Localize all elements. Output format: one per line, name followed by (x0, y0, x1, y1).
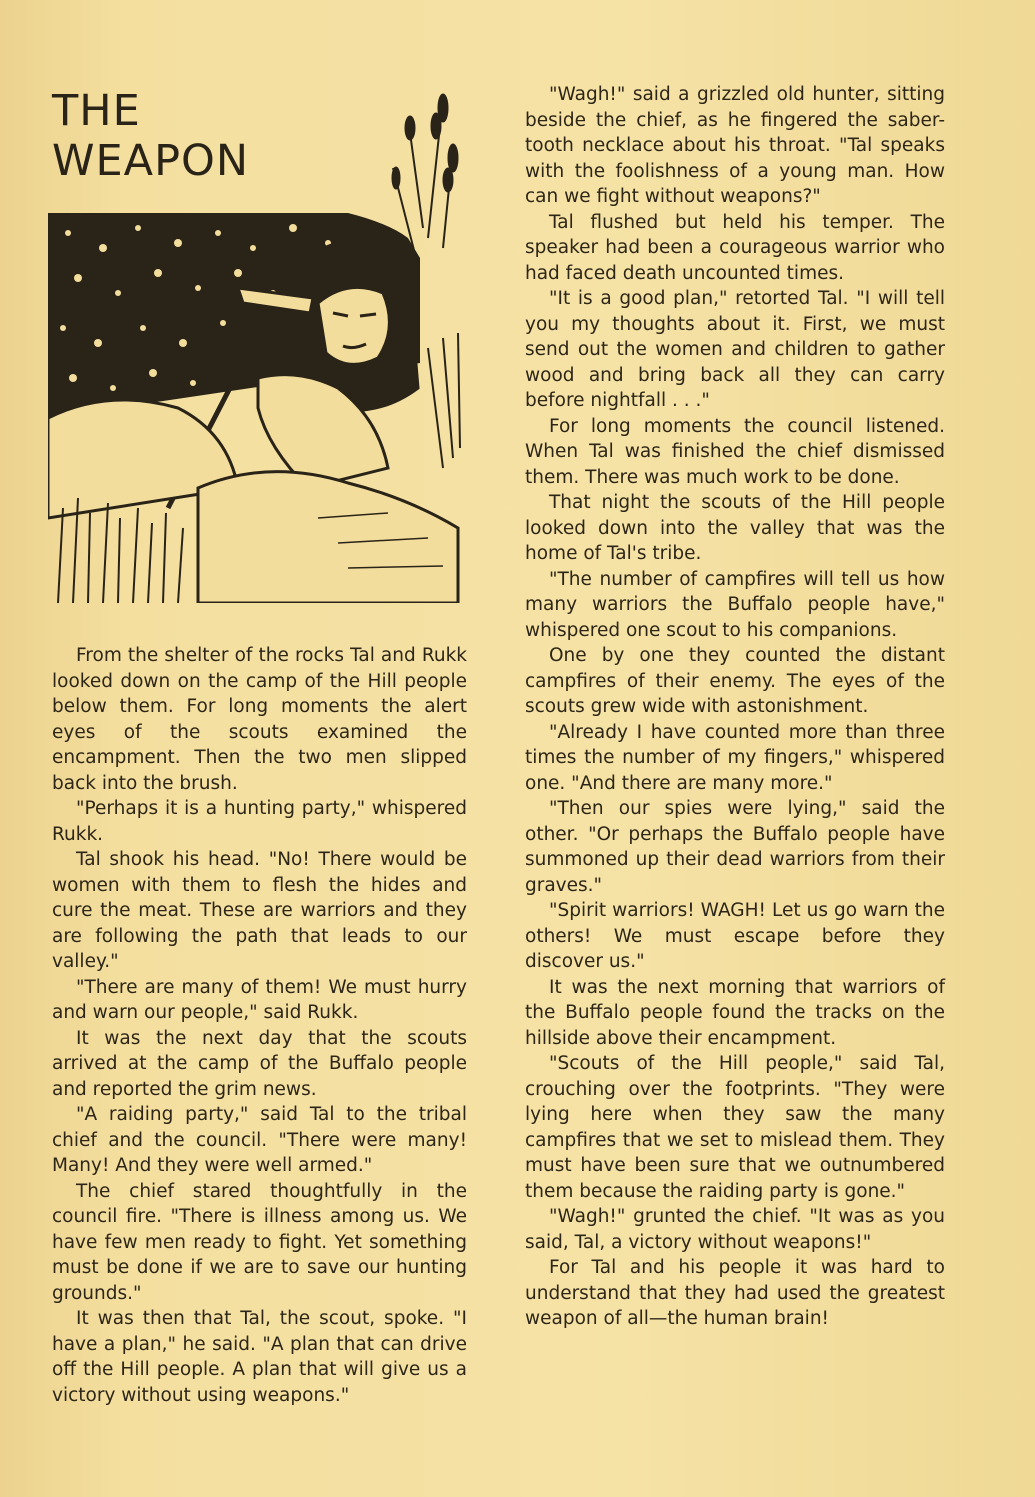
paragraph: "Already I have counted more than three times the number of my fingers," whispered one. "And there are many more." (525, 721, 945, 794)
paragraph: One by one they counted the distant campfires of their enemy. The eyes of the scouts grew wide with astonishment. (525, 645, 945, 717)
paragraph: Tal flushed but held his temper. The speaker had been a courageous warrior who had faced death uncounted times. (525, 211, 945, 284)
paragraph: It was the next day that the scouts arrived at the camp of the Buffalo people and reported the grim news. (52, 1027, 467, 1100)
paragraph: It was the next morning that warriors of the Buffalo people found the tracks on the hillside above their encampment. (525, 976, 945, 1049)
paragraph: From the shelter of the rocks Tal and Rukk looked down on the camp of the Hill people below them. For long moments the alert eyes of the scouts examined the encampment. Then the two men slipped back into the brush. (52, 645, 467, 794)
paragraph: "There are many of them! We must hurry and warn our people," said Rukk. (52, 976, 467, 1023)
story-illustration (48, 88, 468, 603)
paragraph: "Spirit warriors! WAGH! Let us go warn the others! We must escape before they discover us." (525, 900, 945, 972)
paragraph: "A raiding party," said Tal to the tribal chief and the council. "There were many! Many! And they were well armed." (52, 1104, 467, 1176)
paragraph: For long moments the council listened. When Tal was finished the chief dismissed them. There was much work to be done. (525, 415, 945, 488)
paragraph: Tal shook his head. "No! There would be women with them to flesh the hides and cure the meat. These are warriors and they are following the path that leads to our valley." (52, 849, 467, 972)
paragraph: "Scouts of the Hill people," said Tal, crouching over the footprints. "They were lying here when they saw the many campfires that we set to mislead them. They must have been sure that we outnumbered them because the raiding party is gone." (525, 1053, 945, 1202)
left-column (52, 643, 467, 1408)
paragraph: It was then that Tal, the scout, spoke. "I have a plan," he said. "A plan that can drive off the Hill people. A plan that will give us a victory without using weapons." (52, 1308, 467, 1406)
paragraph: That night the scouts of the Hill people looked down into the valley that was the home of Tal's tribe. (525, 492, 945, 564)
title-line-1: THE (52, 86, 141, 136)
paragraph: "The number of campfires will tell us how many warriors the Buffalo people have," whispered one scout to his companions. (525, 568, 945, 641)
paragraph: The chief stared thoughtfully in the council fire. "There is illness among us. We have few men ready to fight. Yet something must be done if we are to save our hunting grounds." (52, 1180, 467, 1304)
rocks (198, 472, 458, 603)
right-column (525, 82, 945, 1332)
paragraph: "It is a good plan," retorted Tal. "I will tell you my thoughts about it. First, we must send out the women and children to gather wood and bring back all they can carry before nightfall . . ." (525, 288, 945, 411)
paragraph: "Perhaps it is a hunting party," whispered Rukk. (52, 798, 467, 845)
paragraph: "Then our spies were lying," said the other. "Or perhaps the Buffalo people have summoned up their dead warriors from their graves." (525, 798, 945, 896)
paragraph: "Wagh!" grunted the chief. "It was as you said, Tal, a victory without weapons!" (525, 1206, 945, 1253)
wheat-stalks (392, 94, 458, 258)
paragraph: "Wagh!" said a grizzled old hunter, sitting beside the chief, as he fingered the saber-tooth necklace about his throat. "Tal speaks with the foolishness of a young man. How can we fight without weapons?" (525, 84, 945, 207)
title-line-2: WEAPON (52, 136, 250, 186)
paragraph: For Tal and his people it was hard to understand that they had used the greatest weapon of all—the human brain! (525, 1257, 945, 1329)
